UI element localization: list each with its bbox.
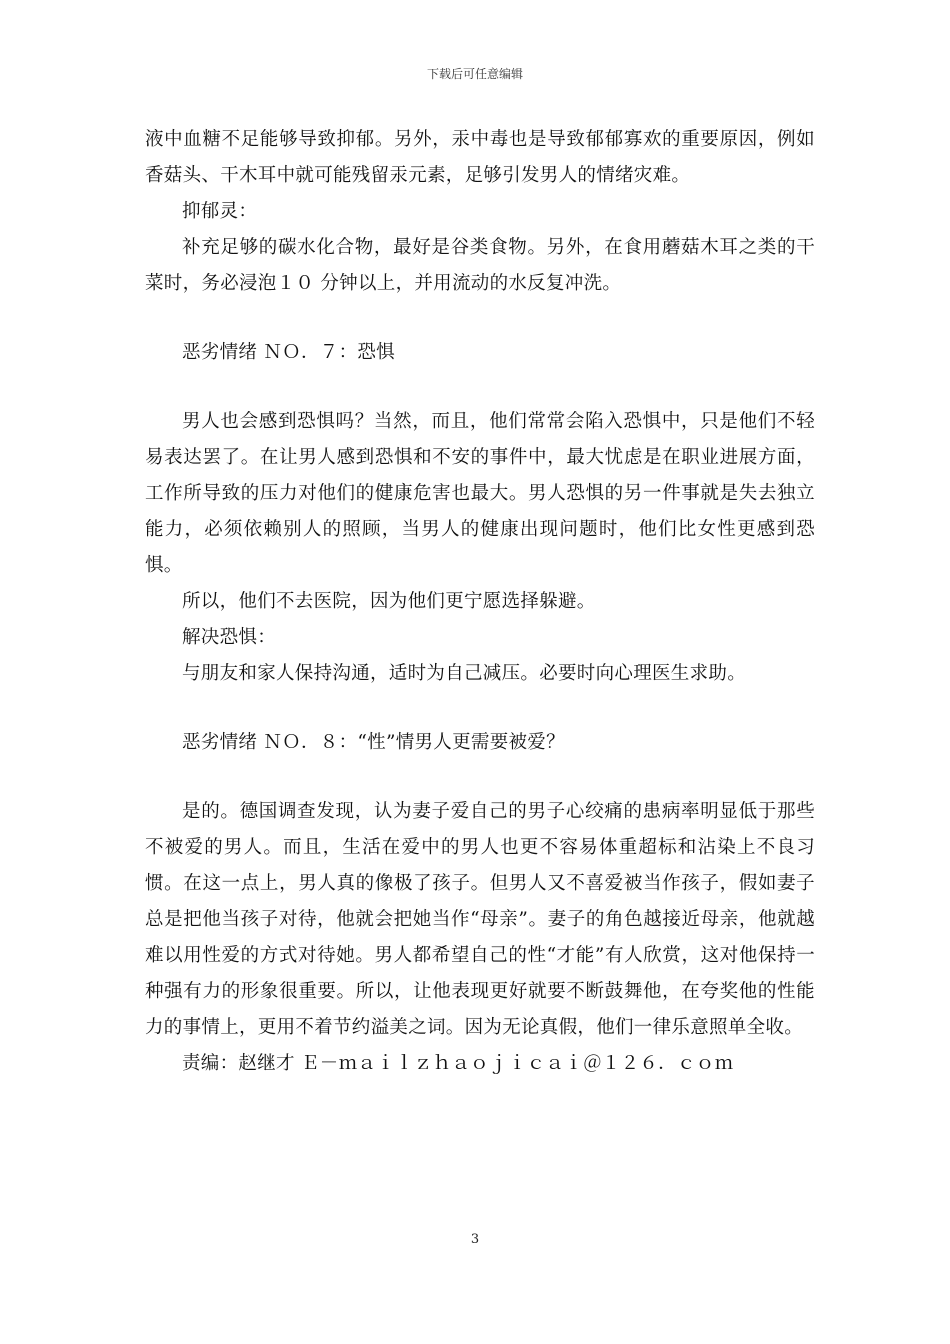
paragraph-antidepressant-label: 抑郁灵： (182, 201, 258, 222)
paragraph-love: 是的。德国调查发现，认为妻子爱自己的男子心绞痛的患病率明显低于那些不被爱的男人。而且，生活在爱中的男人也更不容易体重超标和沾染上不良习惯。在这一点上，男人真的像极了孩子。但男人又不喜爱被当作孩子，假如妻子总是把他当孩子对待，他就会把她当作“母亲”。妻子的角色越接近母亲，他就越难以用性爱的方式对待她。男人都希望自己的性“才能”有人欣赏，这对他保持一种强有力的形象很重要。所以，让他表现更好就要不断鼓舞他，在夸奖他的性能力的事情上，更用不着节约溢美之词。因为无论真假，他们一律乐意照单全收。 (145, 801, 815, 1038)
paragraph-fear: 男人也会感到恐惧吗？当然，而且，他们常常会陷入恐惧中，只是他们不轻易表达罢了。在让男人感到恐惧和不安的事件中，最大忧虑是在职业进展方面，工作所导致的压力对他们的健康危害也最大。男人恐惧的另一件事就是失去独立能力，必须依赖别人的照顾，当男人的健康出现问题时，他们比女性更感到恐惧。 (145, 411, 815, 576)
page-number: 3 (470, 1232, 480, 1247)
page-header-note: 下载后可任意编辑 (426, 67, 523, 81)
heading-emotion-7: 恶劣情绪 ＮＯ．７：恐惧 (182, 342, 395, 363)
heading-emotion-8: 恶劣情绪 ＮＯ．８：“性”情男人更需要被爱？ (182, 732, 565, 753)
paragraph-blood-sugar: 液中血糖不足能够导致抑郁。另外，汞中毒也是导致郁郁寡欢的重要原因，例如香菇头、干木耳中就可能残留汞元素，足够引发男人的情绪灾难。 (145, 129, 815, 186)
paragraph-carbohydrate-advice: 补充足够的碳水化合物，最好是谷类食物。另外，在食用蘑菇木耳之类的干菜时，务必浸泡１０ 分钟以上，并用流动的水反复冲洗。 (145, 237, 815, 294)
editor-credit: 责编：赵继才 Ｅ－ｍａｉｌｚｈａｏｊｉｃａｉ＠１２６．ｃｏｍ (182, 1053, 734, 1074)
paragraph-communication-advice: 与朋友和家人保持沟通，适时为自己减压。必要时向心理医生求助。 (182, 663, 747, 684)
document-body (145, 122, 815, 1082)
paragraph-solve-fear-label: 解决恐惧： (182, 627, 277, 648)
paragraph-avoid-hospital: 所以，他们不去医院，因为他们更宁愿选择躲避。 (182, 591, 596, 612)
